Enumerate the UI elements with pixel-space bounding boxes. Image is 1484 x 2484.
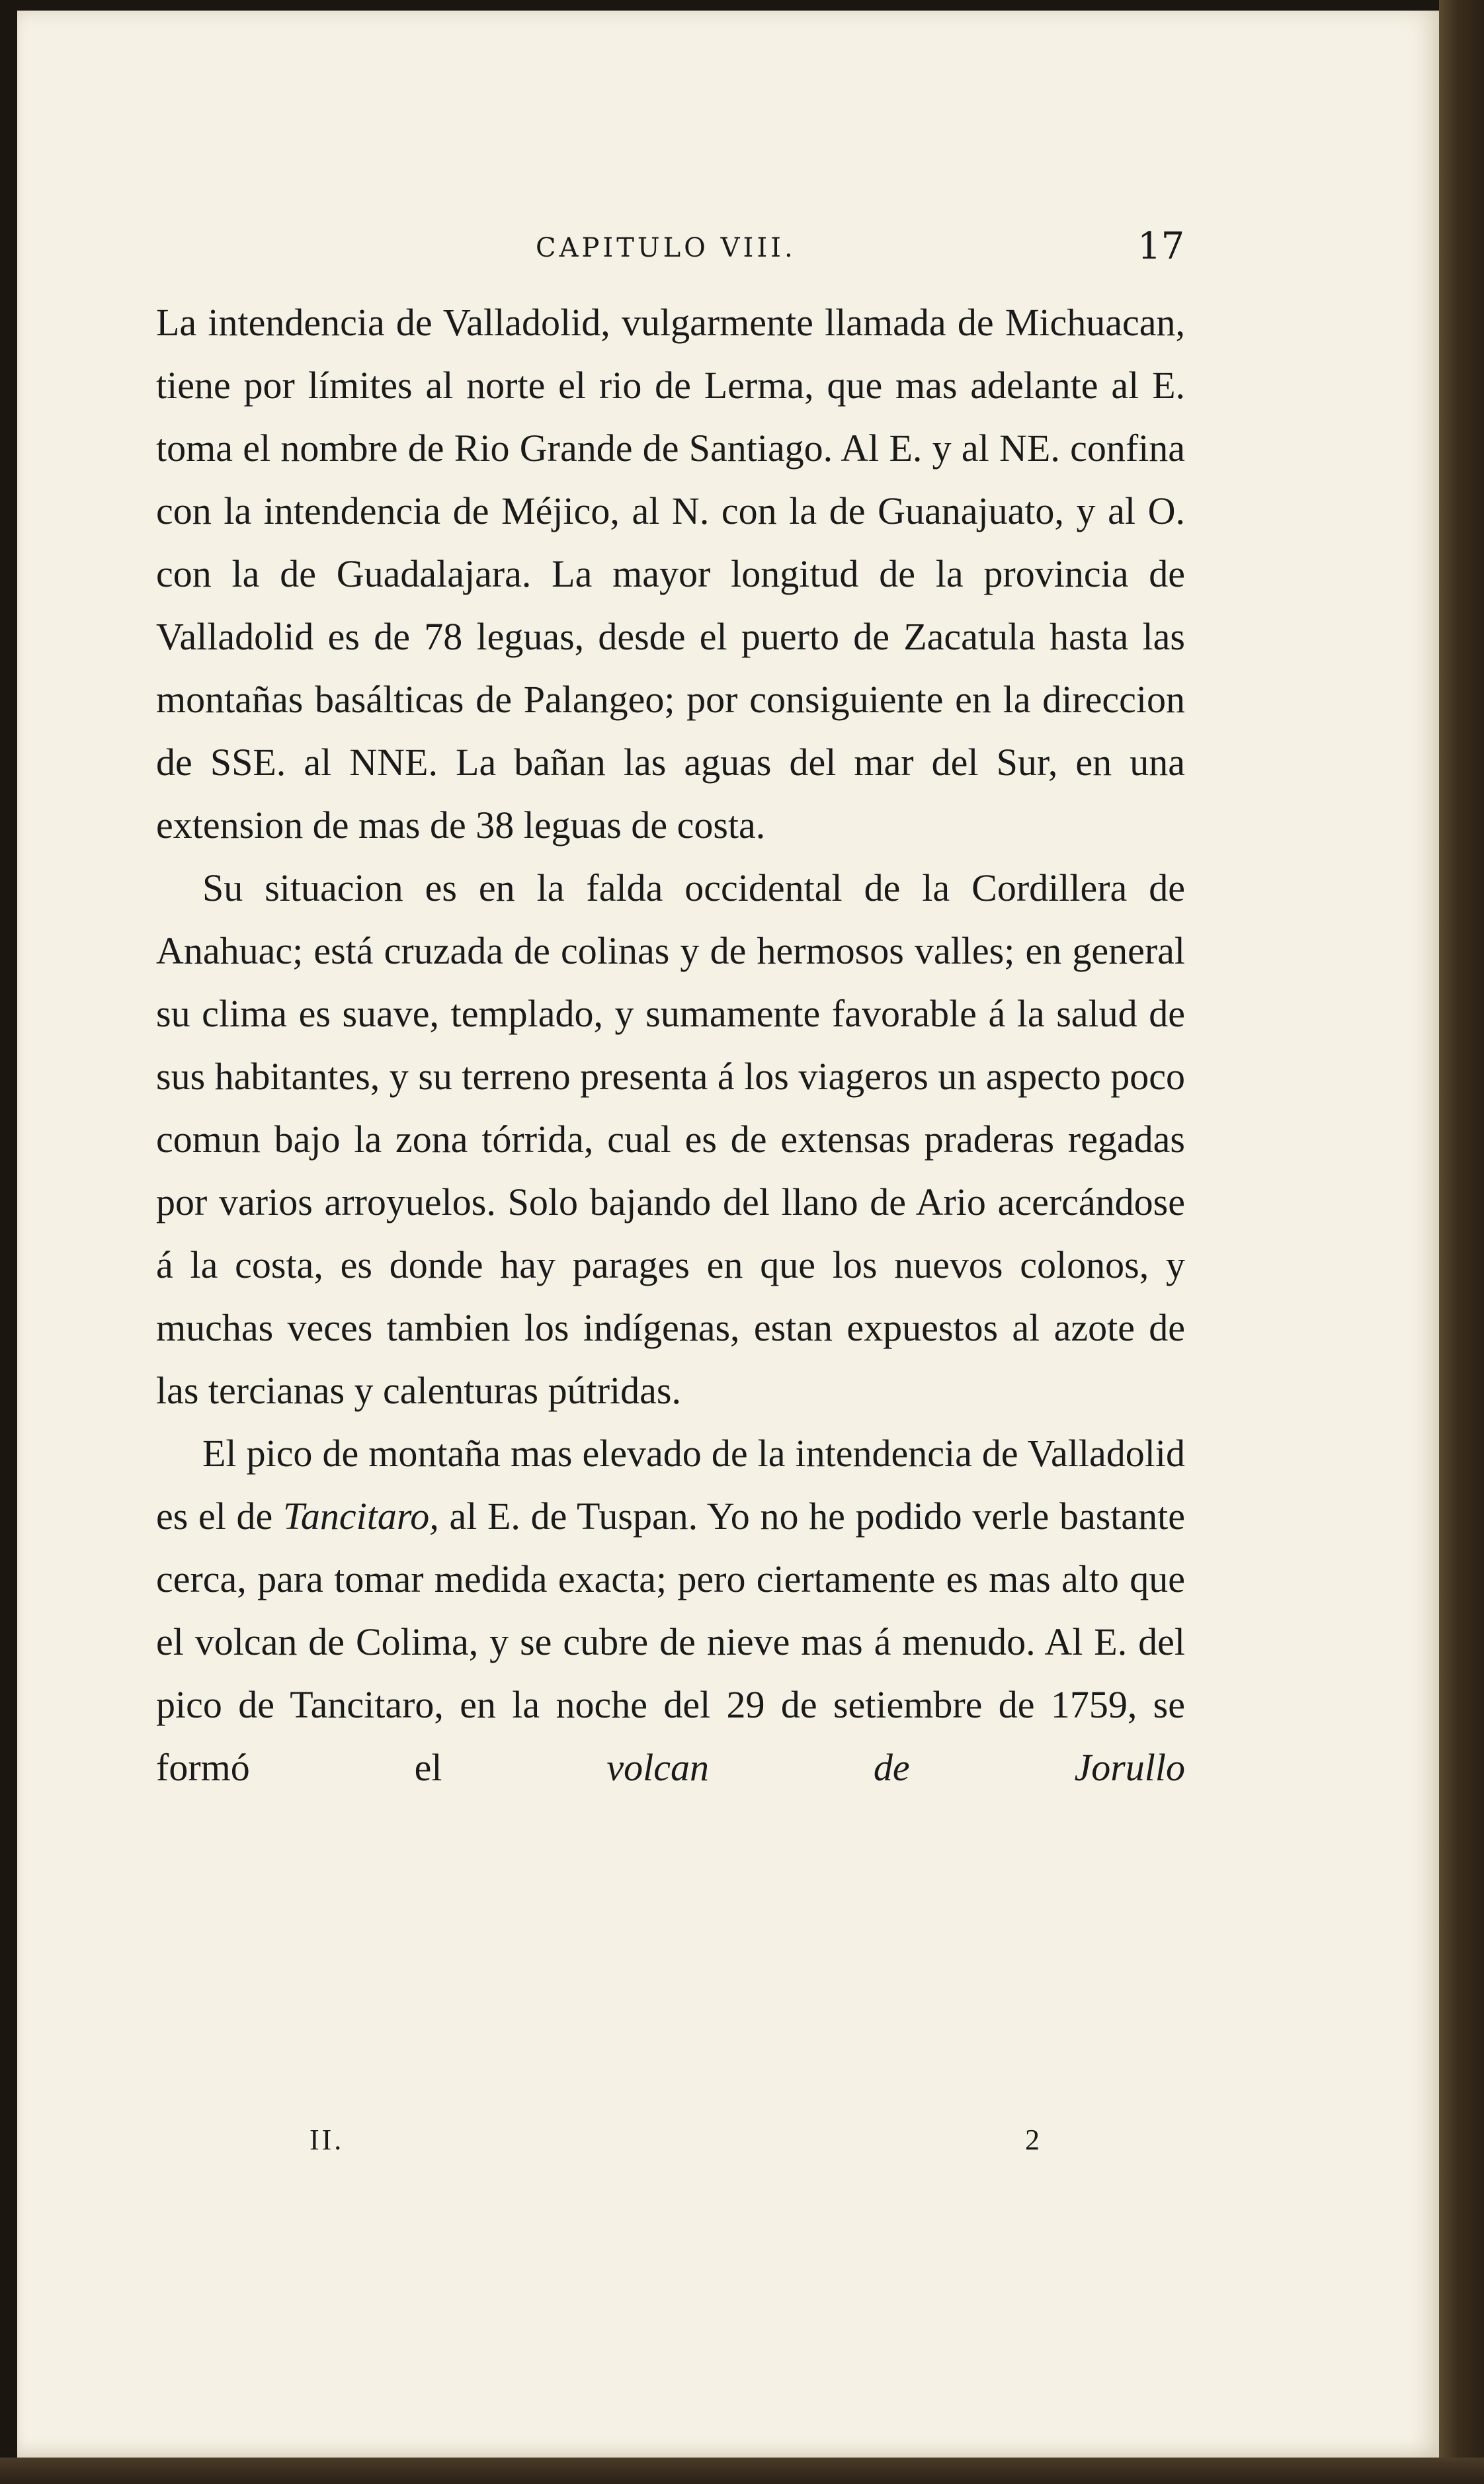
- book-binding-edge: [1439, 0, 1484, 2484]
- running-title: CAPITULO VIII.: [536, 233, 796, 263]
- paragraph-2: [156, 856, 1185, 1422]
- page-footer: [0, 2123, 1484, 2169]
- paragraph-3-text-a: El pico de montaña mas elevado de la intendencia de Valladolid es el de: [156, 1432, 1185, 1538]
- paragraph-1: [156, 291, 1185, 856]
- body-text: [156, 291, 1185, 1799]
- signature-mark: 2: [1025, 2124, 1040, 2156]
- italic-term-volcan-de-jorullo: volcan de Jorullo: [606, 1746, 1185, 1789]
- paragraph-1-text: La intendencia de Valladolid, vulgarmente llamada de Michuacan, tiene por límites al norte el rio de Lerma, que mas adelante al E. toma el nombre de Rio Grande de Santiago. Al E. y al NE. confina con la intendencia de Méjico, al N. con la de Guanajuato, y al O. con la de Guadalajara. La mayor longitud de la provincia de Valladolid es de 78 leguas, desde el puerto de Zacatula hasta las montañas basálticas de Palangeo; por consiguiente en la direccion de SSE. al NNE. La bañan las aguas del mar del Sur, en una extension de mas de 38 leguas de costa.: [156, 301, 1185, 847]
- paragraph-3: [156, 1422, 1185, 1799]
- paragraph-2-text: Su situacion es en la falda occidental de la Cordillera de Anahuac; está cruzada de colinas y de hermosos valles; en general su clima es suave, templado, y sumamente favorable á la salud de sus habitantes, y su terreno presenta á los viageros un aspecto poco comun bajo la zona tórrida, cual es de extensas praderas regadas por varios arroyuelos. Solo bajando del llano de Ario acercándose á la costa, es donde hay parages en que los nuevos colonos, y muchas veces tambien los indígenas, estan expuestos al azote de las tercianas y calenturas pútridas.: [156, 866, 1185, 1412]
- page-header: [0, 225, 1484, 278]
- page-number: 17: [1137, 225, 1185, 268]
- italic-term-tancitaro: Tancitaro,: [282, 1495, 439, 1538]
- paragraph-3-text-b: al E. de Tuspan. Yo no he podido verle bastante cerca, para tomar medida exacta; pero ciertamente es mas alto que el volcan de Colima, y se cubre de nieve mas á menudo. Al E. del pico de Tancitaro, en la noche del 29 de setiembre de 1759, se formó el: [156, 1495, 1185, 1789]
- volume-mark: II.: [309, 2124, 345, 2156]
- book-bottom-edge: [0, 2458, 1484, 2484]
